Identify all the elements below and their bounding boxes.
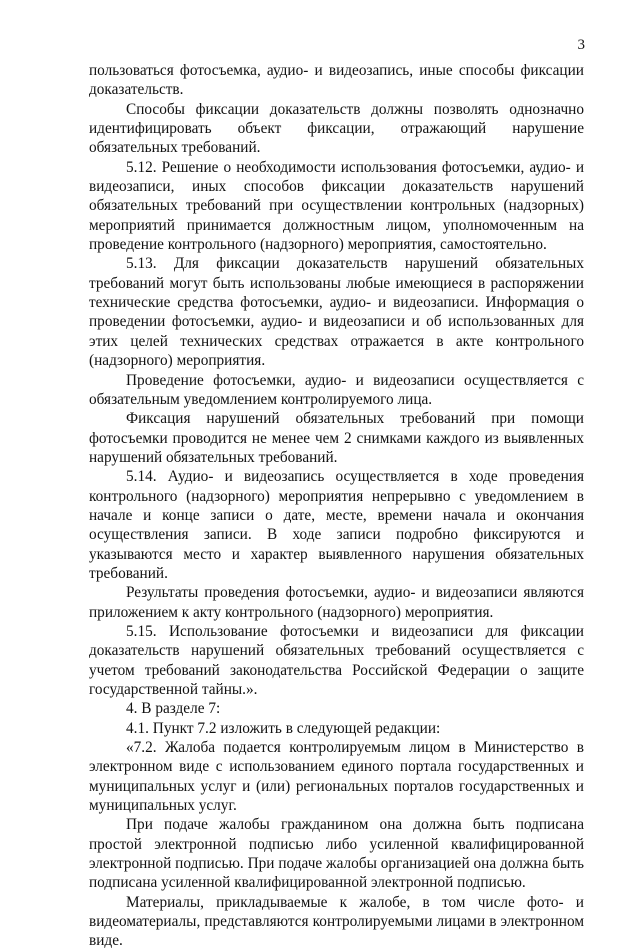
paragraph: Результаты проведения фотосъемки, аудио- и видеозаписи являются приложением к акту контрольного (надзорного) мероприятия.	[89, 584, 584, 621]
paragraph: При подаче жалобы гражданином она должна быть подписана простой электронной подписью либо усиленной квалифицированной электронной подписью. При подаче жалобы организацией она должна быть подписана усиленной квалифицированной электронной подписью.	[89, 816, 584, 892]
paragraph: Способы фиксации доказательств должны позволять однозначно идентифицировать объект фиксации, отражающий нарушение обязательных требований.	[89, 100, 584, 157]
paragraph-5-14: 5.14. Аудио- и видеозапись осуществляется в ходе проведения контрольного (надзорного) мероприятия непрерывно с уведомлением в начале и конце записи о дате, месте, времени начала и окончания осуществления записи. В ходе записи подробно фиксируются и указываются место и характер выявленного нарушения обязательных требований.	[89, 468, 584, 582]
paragraph-5-13: 5.13. Для фиксации доказательств нарушений обязательных требований могут быть использованы любые имеющиеся в распоряжении технические средства фотосъемки, аудио- и видеозаписи. Информация о проведении фотосъемки, аудио- и видеозаписи и об использованных для этих целей технических средствах отражается в акте контрольного (надзорного) мероприятия.	[89, 255, 584, 370]
paragraph: Фиксация нарушений обязательных требований при помощи фотосъемки проводится не менее чем 2 снимками каждого из выявленных нарушений обязательных требований.	[89, 410, 584, 466]
paragraph-7-2: «7.2. Жалоба подается контролируемым лицом в Министерство в электронном виде с использованием единого портала государственных и муниципальных услуг и (или) региональных порталов государственных и муниципальных услуг.	[89, 739, 584, 815]
paragraph: Проведение фотосъемки, аудио- и видеозаписи осуществляется с обязательным уведомлением контролируемого лица.	[89, 371, 584, 408]
paragraph: Материалы, прикладываемые к жалобе, в том числе фото- и видеоматериалы, представляются контролируемыми лицами в электронном виде.	[89, 893, 584, 950]
page-number: 3	[577, 37, 585, 53]
section-7-heading: 4. В разделе 7:	[126, 700, 221, 718]
paragraph-4-1: 4.1. Пункт 7.2 изложить в следующей редакции:	[126, 719, 441, 737]
paragraph-5-15: 5.15. Использование фотосъемки и видеозаписи для фиксации доказательств нарушений обязательных требований осуществляется с учетом требований законодательства Российской Федерации о защите государственной тайны.».	[89, 622, 584, 698]
paragraph-5-12: 5.12. Решение о необходимости использования фотосъемки, аудио- и видеозаписи, иных способов фиксации доказательств нарушений обязательных требований при осуществлении контрольных (надзорных) мероприятий принимается должностным лицом, уполномоченным на проведение контрольного (надзорного) мероприятия, самостоятельно.	[89, 158, 584, 254]
document-body	[89, 61, 584, 951]
paragraph: пользоваться фотосъемка, аудио- и видеозапись, иные способы фиксации доказательств.	[89, 62, 584, 99]
